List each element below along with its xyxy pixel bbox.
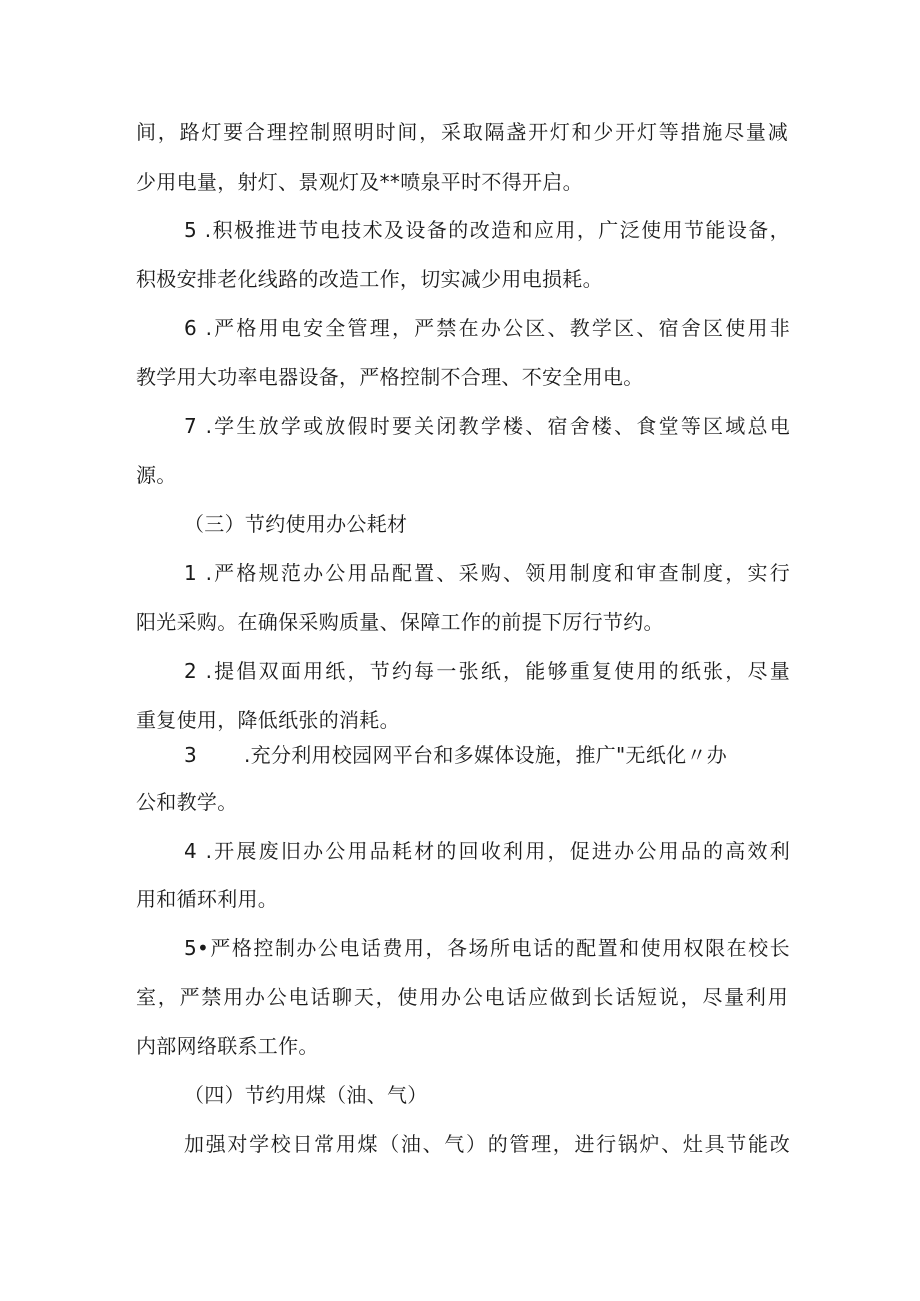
section-heading-3: （三）节约使用办公耗材 [184,512,408,536]
list-item-4-line: 4 .开展废旧办公用品耗材的回收利用，促进办公用品的高效利 [184,839,790,863]
paragraph-line: 积极安排老化线路的改造工作，切实减少用电损耗。 [136,267,603,291]
list-item-5-line: 5 .积极推进节电技术及设备的改造和应用，广泛使用节能设备， [184,218,790,242]
paragraph-line: 重复使用，降低纸张的消耗。 [136,708,400,732]
paragraph-line: 教学用大功率电器设备，严格控制不合理、不安全用电。 [136,365,644,389]
paragraph-line: 加强对学校日常用煤（油、气）的管理，进行锅炉、灶具节能改 [184,1132,790,1156]
list-item-3-number: 3 [184,743,198,767]
paragraph-line: 间，路灯要合理控制照明时间，采取隔盏开灯和少开灯等措施尽量减 [136,120,788,144]
paragraph-line: 室，严禁用办公电话聊天，使用办公电话应做到长话短说，尽量利用 [136,985,788,1009]
paragraph-line: 少用电量，射灯、景观灯及**喷泉平时不得开启。 [136,170,583,194]
list-item-7-line: 7 .学生放学或放假时要关闭教学楼、宿舍楼、食堂等区域总电 [184,414,790,438]
section-heading-4: （四）节约用煤（油、气） [184,1083,428,1107]
list-item-5b-line: 5•严格控制办公电话费用，各场所电话的配置和使用权限在校长 [184,936,790,960]
paragraph-line: 用和循环利用。 [136,887,279,911]
list-item-3-line: .充分利用校园网平台和多媒体设施，推广"无纸化〃办 [244,743,728,767]
list-item-2-line: 2 .提倡双面用纸，节约每一张纸，能够重复使用的纸张，尽量 [184,659,790,683]
list-item-6-line: 6 .严格用电安全管理，严禁在办公区、教学区、宿舍区使用非 [184,316,790,340]
paragraph-line: 公和教学。 [136,790,238,814]
paragraph-line: 内部网络联系工作。 [136,1034,319,1058]
list-item-1-line: 1 .严格规范办公用品配置、采购、领用制度和审查制度，实行 [184,561,790,585]
paragraph-line: 源。 [136,463,177,487]
paragraph-line: 阳光采购。在确保采购质量、保障工作的前提下厉行节约。 [136,610,664,634]
